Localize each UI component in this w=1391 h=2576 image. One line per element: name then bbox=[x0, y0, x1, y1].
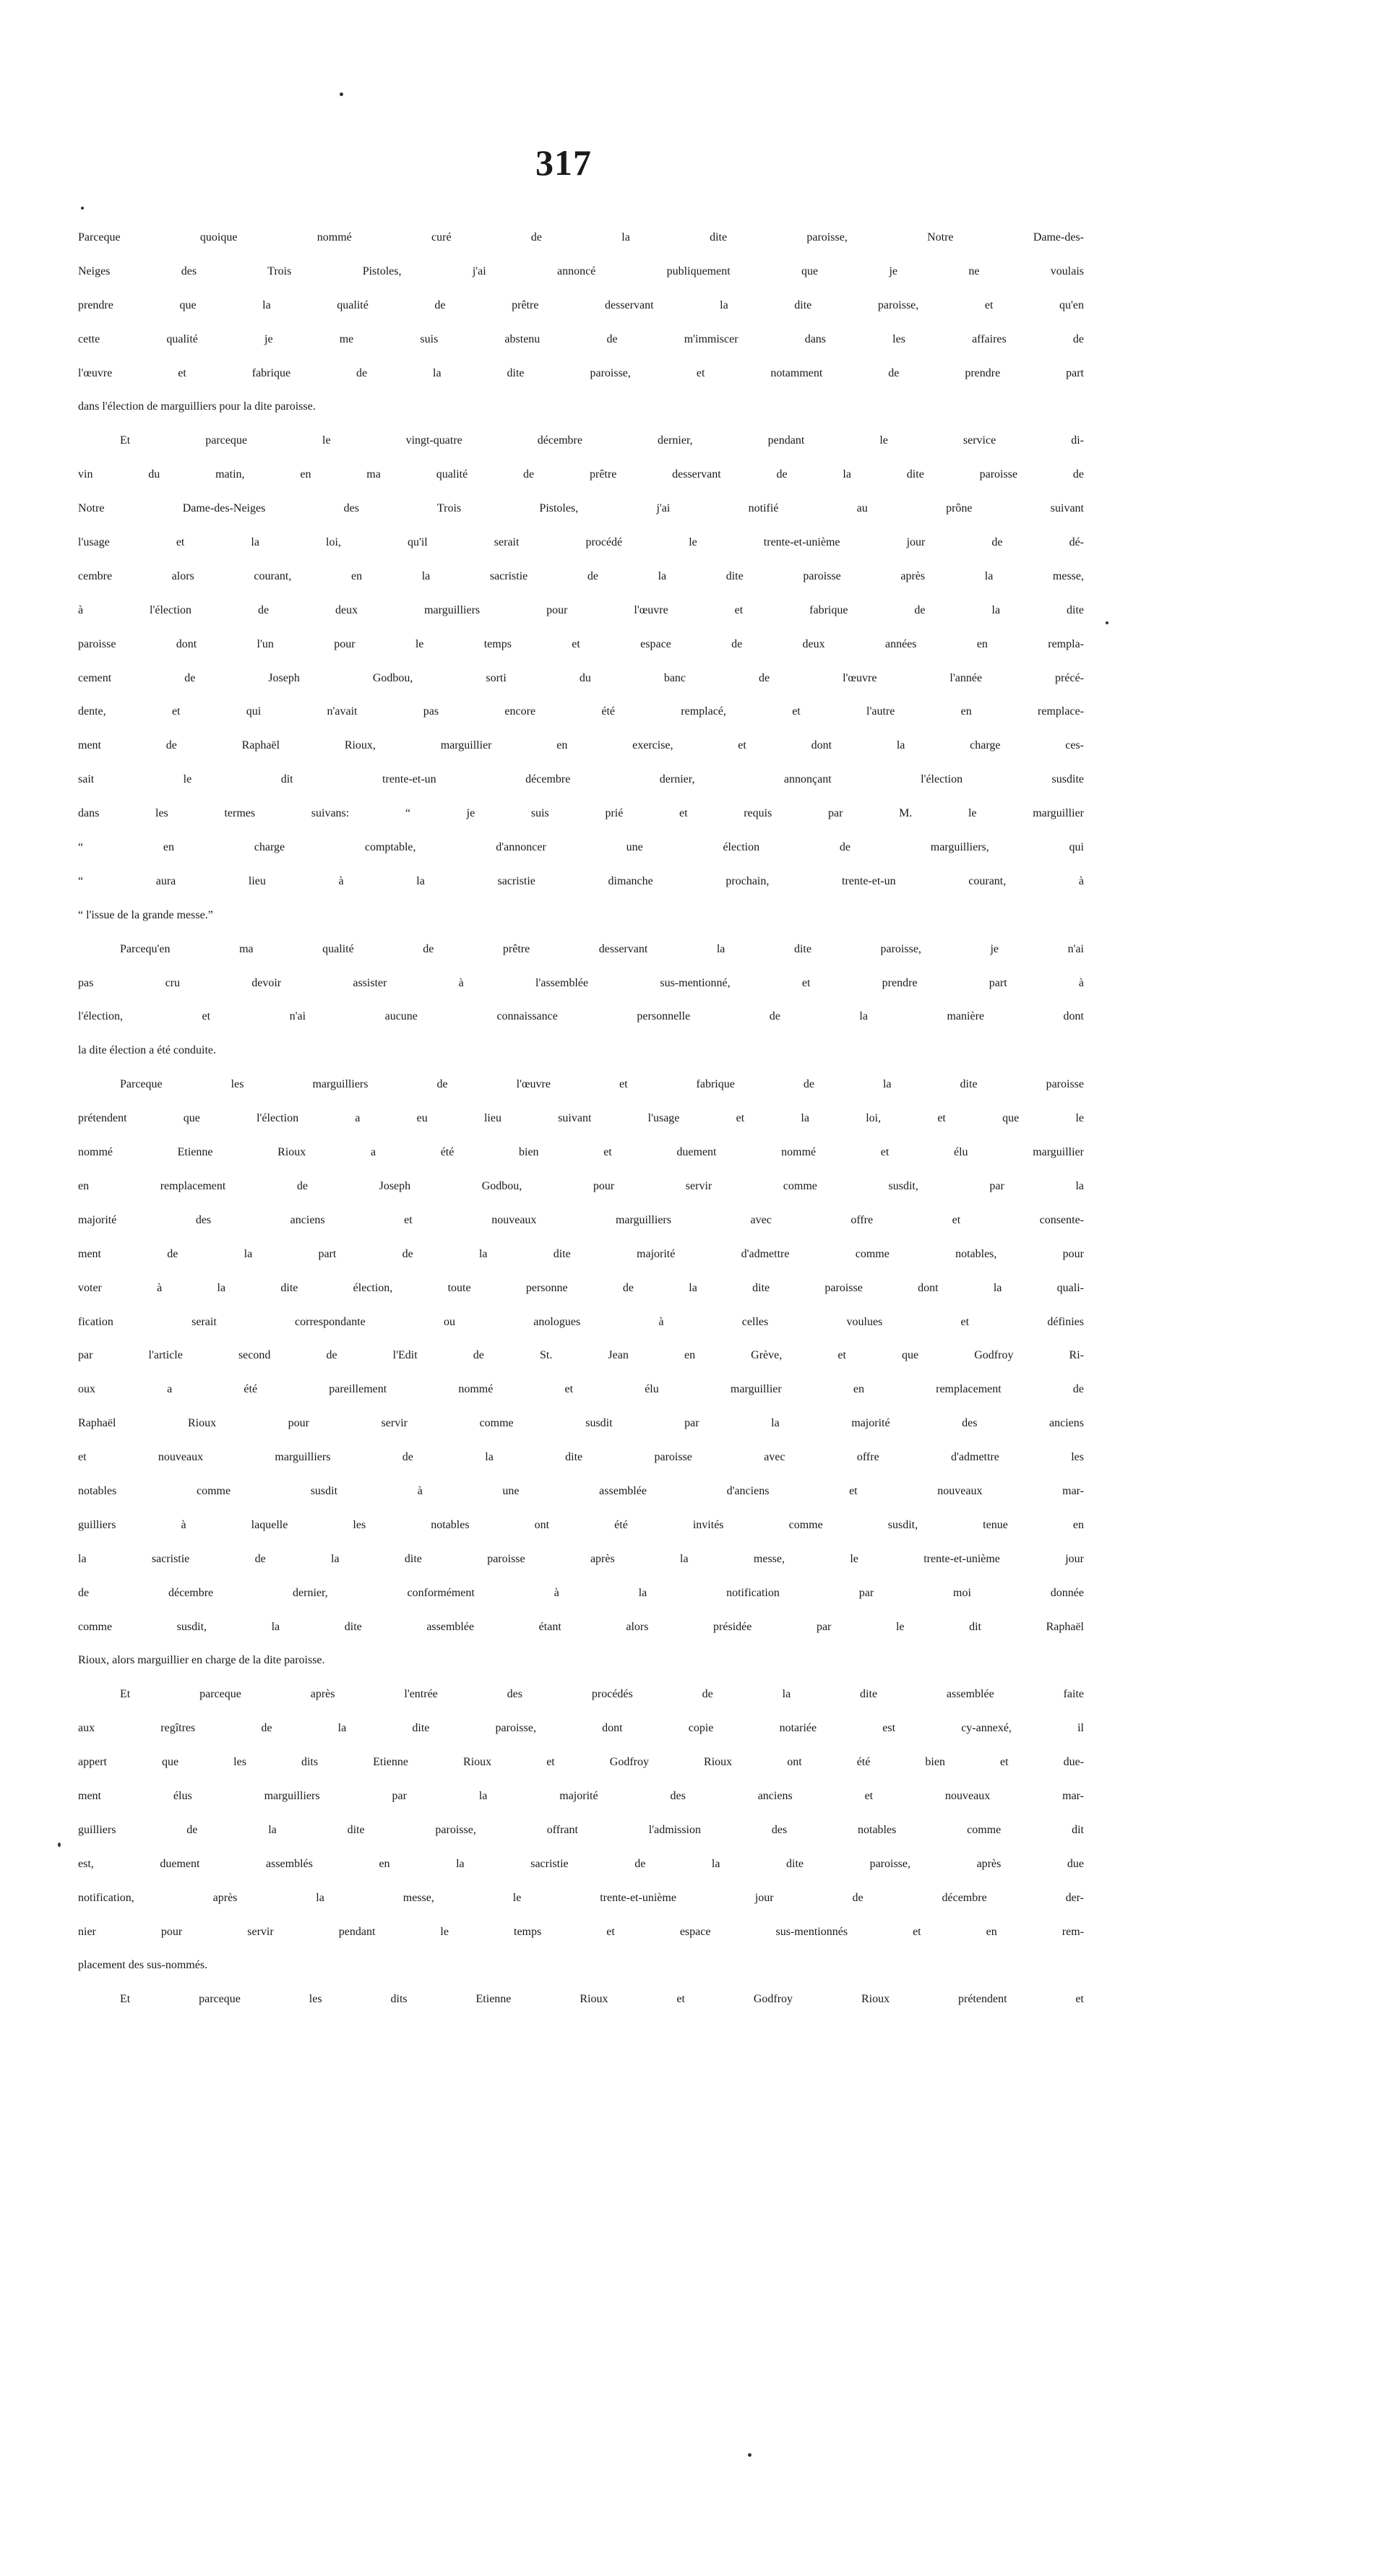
text-line: fication serait correspondante ou anologues à celles voulues et définies bbox=[78, 1315, 1084, 1328]
text-line: vin du matin, en ma qualité de prêtre desservant de la dite paroisse de bbox=[78, 468, 1084, 481]
text-line: “ en charge comptable, d'annoncer une élection de marguilliers, qui bbox=[78, 841, 1084, 854]
scan-speck bbox=[81, 207, 84, 210]
text-line: Parceque quoique nommé curé de la dite paroisse, Notre Dame-des- bbox=[78, 231, 1084, 244]
text-line: “ aura lieu à la sacristie dimanche prochain, trente-et-un courant, à bbox=[78, 874, 1084, 887]
text-line: par l'article second de l'Edit de St. Jean en Grève, et que Godfroy Ri- bbox=[78, 1349, 1084, 1362]
text-line: majorité des anciens et nouveaux marguilliers avec offre et consente- bbox=[78, 1213, 1084, 1226]
text-line: cement de Joseph Godbou, sorti du banc de l'œuvre l'année précé- bbox=[78, 671, 1084, 684]
scan-speck bbox=[340, 92, 343, 96]
text-line: de décembre dernier, conformément à la notification par moi donnée bbox=[78, 1586, 1084, 1599]
scan-speck bbox=[1106, 621, 1108, 624]
text-line: oux a été pareillement nommé et élu marguillier en remplacement de bbox=[78, 1383, 1084, 1396]
text-line: placement des sus-nommés. bbox=[78, 1959, 208, 1972]
text-line: comme susdit, la dite assemblée étant alors présidée par le dit Raphaël bbox=[78, 1620, 1084, 1633]
text-line: paroisse dont l'un pour le temps et espace de deux années en rempla- bbox=[78, 637, 1084, 650]
text-line: et nouveaux marguilliers de la dite paroisse avec offre d'admettre les bbox=[78, 1451, 1084, 1464]
text-line: notables comme susdit à une assemblée d'anciens et nouveaux mar- bbox=[78, 1484, 1084, 1497]
text-line: ment de la part de la dite majorité d'admettre comme notables, pour bbox=[78, 1247, 1084, 1260]
scan-speck bbox=[58, 1843, 61, 1847]
paragraph bbox=[78, 434, 1084, 942]
text-line: prétendent que l'élection a eu lieu suivant l'usage et la loi, et que le bbox=[78, 1112, 1084, 1125]
text-line: Et parceque les dits Etienne Rioux et Godfroy Rioux prétendent et bbox=[120, 1993, 1084, 2006]
text-line: ment de Raphaël Rioux, marguillier en exercise, et dont la charge ces- bbox=[78, 739, 1084, 752]
text-line: dans les termes suivans: “ je suis prié et requis par M. le marguillier bbox=[78, 807, 1084, 820]
paragraph bbox=[78, 1688, 1084, 1993]
paragraph bbox=[78, 231, 1084, 434]
text-line: Notre Dame-des-Neiges des Trois Pistoles, j'ai notifié au prône suivant bbox=[78, 502, 1084, 515]
text-line: l'usage et la loi, qu'il serait procédé le trente-et-unième jour de dé- bbox=[78, 536, 1084, 549]
text-line: appert que les dits Etienne Rioux et Godfroy Rioux ont été bien et due- bbox=[78, 1756, 1084, 1769]
text-line: la sacristie de la dite paroisse après la messe, le trente-et-unième jour bbox=[78, 1552, 1084, 1565]
scan-speck bbox=[748, 2453, 752, 2457]
text-line: cembre alors courant, en la sacristie de la dite paroisse après la messe, bbox=[78, 569, 1084, 582]
text-line: l'œuvre et fabrique de la dite paroisse, et notamment de prendre part bbox=[78, 366, 1084, 379]
text-line: pas cru devoir assister à l'assemblée sus-mentionné, et prendre part à bbox=[78, 976, 1084, 989]
text-line: l'élection, et n'ai aucune connaissance personnelle de la manière dont bbox=[78, 1010, 1084, 1023]
text-line: cette qualité je me suis abstenu de m'immiscer dans les affaires de bbox=[78, 332, 1084, 345]
text-line: voter à la dite élection, toute personne de la dite paroisse dont la quali- bbox=[78, 1281, 1084, 1294]
text-line: aux regîtres de la dite paroisse, dont copie notariée est cy-annexé, il bbox=[78, 1722, 1084, 1735]
text-line: prendre que la qualité de prêtre desservant la dite paroisse, et qu'en bbox=[78, 298, 1084, 311]
text-line: guilliers à laquelle les notables ont été invités comme susdit, tenue en bbox=[78, 1518, 1084, 1531]
page-number: 317 bbox=[535, 142, 592, 183]
text-line: est, duement assemblés en la sacristie de la dite paroisse, après due bbox=[78, 1857, 1084, 1870]
body-text bbox=[78, 231, 1084, 2027]
text-line: nommé Etienne Rioux a été bien et duement nommé et élu marguillier bbox=[78, 1146, 1084, 1159]
text-line: la dite élection a été conduite. bbox=[78, 1044, 217, 1057]
text-line: à l'élection de deux marguilliers pour l'œuvre et fabrique de la dite bbox=[78, 603, 1084, 616]
text-line: Et parceque le vingt-quatre décembre dernier, pendant le service di- bbox=[120, 434, 1084, 447]
paragraph bbox=[78, 1078, 1084, 1688]
text-line: notification, après la messe, le trente-et-unième jour de décembre der- bbox=[78, 1891, 1084, 1904]
paragraph bbox=[78, 943, 1084, 1079]
text-line: sait le dit trente-et-un décembre dernier, annonçant l'élection susdite bbox=[78, 773, 1084, 786]
text-line: Et parceque après l'entrée des procédés de la dite assemblée faite bbox=[120, 1688, 1084, 1701]
text-line: en remplacement de Joseph Godbou, pour servir comme susdit, par la bbox=[78, 1179, 1084, 1192]
text-line: dente, et qui n'avait pas encore été remplacé, et l'autre en remplace- bbox=[78, 705, 1084, 718]
text-line: guilliers de la dite paroisse, offrant l'admission des notables comme dit bbox=[78, 1823, 1084, 1836]
paragraph bbox=[78, 1993, 1084, 2027]
text-line: dans l'élection de marguilliers pour la dite paroisse. bbox=[78, 400, 316, 413]
text-line: nier pour servir pendant le temps et espace sus-mentionnés et en rem- bbox=[78, 1925, 1084, 1938]
text-line: Parcequ'en ma qualité de prêtre desservant la dite paroisse, je n'ai bbox=[120, 942, 1084, 955]
text-line: Rioux, alors marguillier en charge de la dite paroisse. bbox=[78, 1654, 325, 1667]
text-line: ment élus marguilliers par la majorité des anciens et nouveaux mar- bbox=[78, 1789, 1084, 1802]
text-line: “ l'issue de la grande messe.” bbox=[78, 908, 213, 921]
text-line: Parceque les marguilliers de l'œuvre et fabrique de la dite paroisse bbox=[120, 1078, 1084, 1091]
text-line: Neiges des Trois Pistoles, j'ai annoncé publiquement que je ne voulais bbox=[78, 264, 1084, 277]
text-line: Raphaël Rioux pour servir comme susdit par la majorité des anciens bbox=[78, 1417, 1084, 1430]
